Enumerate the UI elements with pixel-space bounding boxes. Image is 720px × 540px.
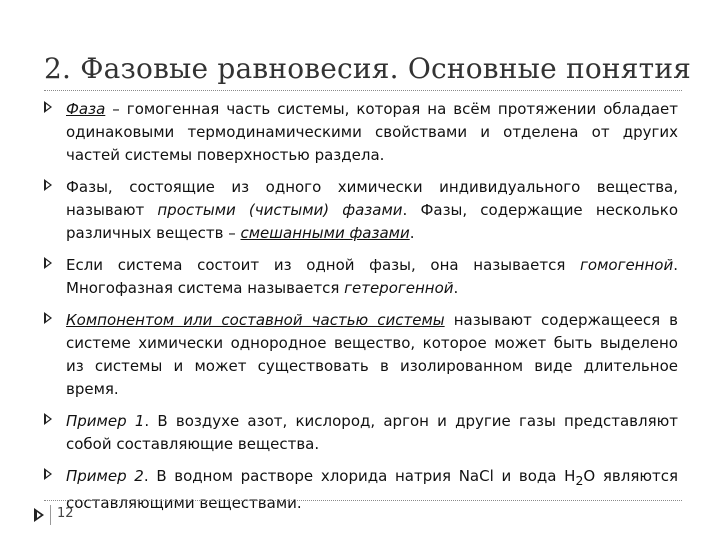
bullet-homogeneous-heterogeneous bbox=[44, 254, 678, 300]
text-segment: Если система состоит из одной фазы, она называется bbox=[66, 256, 581, 274]
bullet-arrow-icon bbox=[44, 257, 52, 269]
bullet-example-2 bbox=[44, 465, 678, 515]
page-number-separator bbox=[50, 505, 51, 525]
term-heterogeneous: гетерогенной bbox=[344, 279, 454, 297]
text-segment: . bbox=[453, 279, 459, 297]
bullet-arrow-icon bbox=[44, 413, 52, 425]
example-label: Пример 1 bbox=[66, 412, 145, 430]
slide-title: 2. Фазовые равновесия. Основные понятия bbox=[44, 52, 692, 85]
bullet-text bbox=[66, 176, 678, 245]
term-simple-phases: простыми (чистыми) фазами bbox=[157, 201, 403, 219]
text-segment: Фазы, состоящие из одного химически индивидуального вещества, называют bbox=[66, 178, 678, 219]
title-divider bbox=[44, 90, 682, 91]
formula-nacl: NaCl bbox=[458, 467, 494, 485]
bullet-phase-definition bbox=[44, 98, 678, 167]
footer-divider bbox=[44, 500, 682, 501]
bullet-text bbox=[66, 410, 678, 456]
formula-part: H bbox=[564, 467, 576, 485]
bullet-text bbox=[66, 465, 678, 515]
formula-part: O bbox=[583, 467, 596, 485]
bullet-text bbox=[66, 309, 678, 401]
text-segment: . Фазы, содержащие несколько различных веществ – bbox=[66, 201, 679, 242]
bullet-text bbox=[66, 98, 678, 167]
bullet-arrow-icon bbox=[44, 101, 52, 113]
example-text: . В воздухе азот, кислород, аргон и другие газы представляют собой составляющие вещества. bbox=[66, 412, 678, 453]
bullet-example-1 bbox=[44, 410, 678, 456]
term-component: Компонентом или составной частью системы bbox=[66, 311, 445, 329]
formula-water bbox=[564, 467, 596, 488]
page-number: 12 bbox=[57, 506, 74, 521]
text-segment: . bbox=[409, 224, 415, 242]
bullet-arrow-icon bbox=[44, 468, 52, 480]
text-segment: . В водном растворе хлорида натрия bbox=[143, 467, 459, 485]
text-segment: и вода bbox=[493, 467, 565, 485]
formula-subscript: 2 bbox=[575, 473, 584, 488]
bullet-arrow-icon bbox=[44, 179, 52, 191]
definition-text: называют содержащееся в системе химически однородное вещество, которое может быть выделено из системы и может существовать в изолированном виде длительное время. bbox=[66, 311, 679, 398]
bullet-list bbox=[44, 98, 678, 524]
term-phase: Фаза bbox=[66, 100, 106, 118]
bullet-simple-mixed-phases bbox=[44, 176, 678, 245]
example-label: Пример 2 bbox=[66, 467, 144, 485]
bullet-arrow-icon bbox=[44, 312, 52, 324]
bullet-component-definition bbox=[44, 309, 678, 401]
bullet-text bbox=[66, 254, 678, 300]
term-mixed-phases: смешанными фазами bbox=[240, 224, 410, 242]
page-arrow-icon bbox=[34, 508, 44, 522]
definition-text: – гомогенная часть системы, которая на всём протяжении обладает одинаковыми термодинамическими свойствами и отделена от других частей системы поверхностью раздела. bbox=[66, 100, 678, 164]
text-segment: . Многофазная система называется bbox=[66, 256, 678, 297]
text-segment: являются составляющими веществами. bbox=[66, 467, 678, 512]
term-homogeneous: гомогенной bbox=[580, 256, 674, 274]
